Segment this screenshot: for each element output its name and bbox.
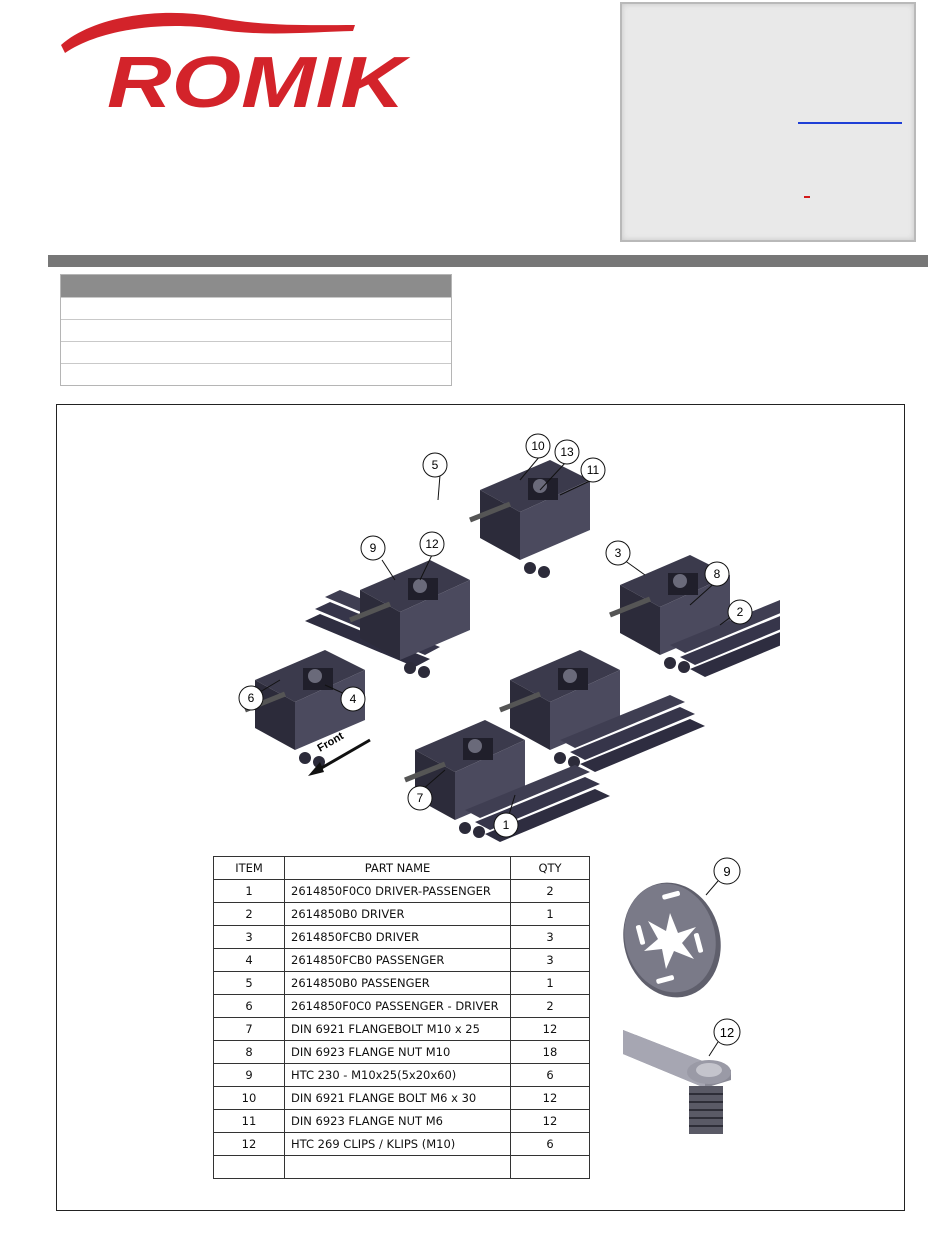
table-row xyxy=(214,1156,590,1179)
item-cell: 3 xyxy=(214,926,285,949)
qty-cell: 1 xyxy=(511,903,590,926)
item-cell: 11 xyxy=(214,1110,285,1133)
detail-view-clip xyxy=(605,1010,755,1140)
part-name-cell: DIN 6921 FLANGEBOLT M10 x 25 xyxy=(285,1018,511,1041)
spec-table xyxy=(60,274,452,386)
callout-8 xyxy=(705,562,729,586)
assembly-illustration xyxy=(200,420,780,850)
part-name-cell: 2614850B0 PASSENGER xyxy=(285,972,511,995)
part-name-cell: 2614850F0C0 DRIVER-PASSENGER xyxy=(285,880,511,903)
qty-cell: 12 xyxy=(511,1110,590,1133)
part-name-cell xyxy=(285,1156,511,1179)
part-name-cell: 2614850F0C0 PASSENGER - DRIVER xyxy=(285,995,511,1018)
svg-text:12: 12 xyxy=(719,1025,735,1040)
qty-cell xyxy=(511,1156,590,1179)
item-cell: 4 xyxy=(214,949,285,972)
qty-cell: 6 xyxy=(511,1133,590,1156)
callout-11 xyxy=(581,458,605,482)
table-row xyxy=(214,903,590,926)
qty-cell: 3 xyxy=(511,926,590,949)
item-cell: 8 xyxy=(214,1041,285,1064)
svg-text:3: 3 xyxy=(614,546,622,560)
info-link-underline xyxy=(798,122,902,124)
callout-5 xyxy=(423,453,447,477)
table-row xyxy=(214,1087,590,1110)
qty-cell: 1 xyxy=(511,972,590,995)
detail-view-disc xyxy=(610,855,750,1005)
part-name-cell: DIN 6923 FLANGE NUT M6 xyxy=(285,1110,511,1133)
qty-cell: 3 xyxy=(511,949,590,972)
item-cell: 10 xyxy=(214,1087,285,1110)
part-name-cell: 2614850FCB0 PASSENGER xyxy=(285,949,511,972)
qty-cell: 12 xyxy=(511,1018,590,1041)
table-row xyxy=(214,1064,590,1087)
svg-text:4: 4 xyxy=(349,692,357,706)
callout-10 xyxy=(526,434,550,458)
item-cell: 6 xyxy=(214,995,285,1018)
part-name-cell: HTC 230 - M10x25(5x20x60) xyxy=(285,1064,511,1087)
parts-table-header-row xyxy=(214,857,590,880)
table-row xyxy=(214,926,590,949)
callout-2 xyxy=(728,600,752,624)
qty-cell: 2 xyxy=(511,880,590,903)
svg-text:6: 6 xyxy=(247,691,255,705)
part-name-column-header: PART NAME xyxy=(285,857,511,880)
qty-cell: 18 xyxy=(511,1041,590,1064)
svg-text:2: 2 xyxy=(736,605,744,619)
header-divider-bar xyxy=(48,255,928,267)
item-cell: 9 xyxy=(214,1064,285,1087)
table-row xyxy=(214,995,590,1018)
item-column-header: ITEM xyxy=(214,857,285,880)
part-name-cell: 2614850B0 DRIVER xyxy=(285,903,511,926)
table-row xyxy=(214,972,590,995)
svg-text:9: 9 xyxy=(369,541,377,555)
part-name-cell: DIN 6921 FLANGE BOLT M6 x 30 xyxy=(285,1087,511,1110)
table-row xyxy=(214,880,590,903)
spec-table-header xyxy=(61,275,451,297)
svg-text:10: 10 xyxy=(531,439,545,453)
qty-cell: 12 xyxy=(511,1087,590,1110)
item-cell: 12 xyxy=(214,1133,285,1156)
svg-text:13: 13 xyxy=(560,445,574,459)
svg-text:5: 5 xyxy=(431,458,439,472)
part-name-cell: HTC 269 CLIPS / KLIPS (M10) xyxy=(285,1133,511,1156)
svg-text:7: 7 xyxy=(416,791,424,805)
spec-table-row xyxy=(61,341,451,363)
table-row xyxy=(214,949,590,972)
spec-table-row xyxy=(61,363,451,385)
parts-list-table xyxy=(213,856,590,1179)
spec-table-row xyxy=(61,297,451,319)
item-cell: 2 xyxy=(214,903,285,926)
callout-6 xyxy=(239,686,263,710)
front-label: Front xyxy=(315,730,346,755)
table-row xyxy=(214,1133,590,1156)
qty-cell: 6 xyxy=(511,1064,590,1087)
callout-13 xyxy=(555,440,579,464)
item-cell: 7 xyxy=(214,1018,285,1041)
assembly-center xyxy=(500,650,705,772)
info-red-mark xyxy=(804,196,810,198)
callout-4 xyxy=(341,687,365,711)
callout-9 xyxy=(361,536,385,560)
table-row xyxy=(214,1041,590,1064)
logo-wordmark: ROMIK xyxy=(107,43,412,115)
romik-logo xyxy=(55,5,415,115)
svg-text:1: 1 xyxy=(502,818,510,832)
header-info-box xyxy=(620,2,916,242)
callout-12 xyxy=(420,532,444,556)
assembly-3-8 xyxy=(610,555,780,677)
item-cell: 1 xyxy=(214,880,285,903)
part-name-cell: 2614850FCB0 DRIVER xyxy=(285,926,511,949)
table-row xyxy=(214,1110,590,1133)
qty-column-header: QTY xyxy=(511,857,590,880)
svg-text:8: 8 xyxy=(713,567,721,581)
callout-1 xyxy=(494,813,518,837)
svg-text:11: 11 xyxy=(586,463,600,477)
svg-text:9: 9 xyxy=(723,864,731,879)
part-name-cell: DIN 6923 FLANGE NUT M10 xyxy=(285,1041,511,1064)
item-cell xyxy=(214,1156,285,1179)
table-row xyxy=(214,1018,590,1041)
svg-text:12: 12 xyxy=(425,537,439,551)
qty-cell: 2 xyxy=(511,995,590,1018)
spec-table-row xyxy=(61,319,451,341)
item-cell: 5 xyxy=(214,972,285,995)
callout-3 xyxy=(606,541,630,565)
callout-7 xyxy=(408,786,432,810)
